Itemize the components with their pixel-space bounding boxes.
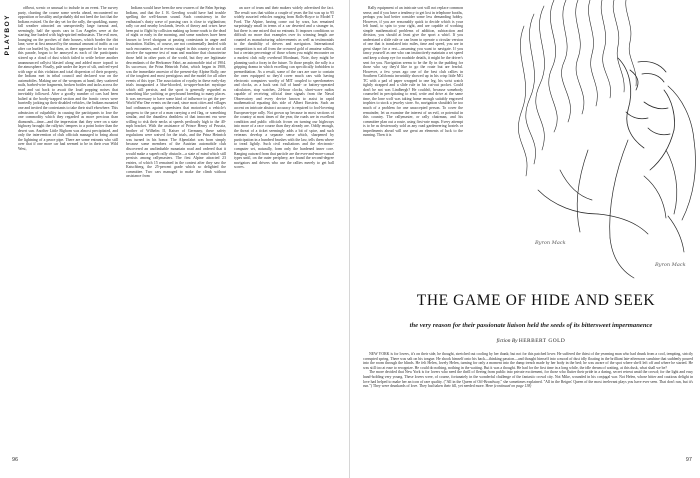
byline-prefix: fiction [496,338,511,344]
article-column-4 [363,6,463,258]
column-text: offbeat, scenic or unusual to include in an event. The survey party, charting the course some weeks ahead, encountered no opposition or hostility and probably did not heed the fact that the Indians existed. On the day set for the rally, the sparkling, sunny fall weather attracted an unexpectedly large turnout and, seemingly, half the sports cars in Los Angeles were at the starting line loaded with high-spirited enthusiasts. The evil men, lounging on the porches of their houses, which border the dirt lane, were at first amused by the unusual amount of traffic as car after car hurtled by, but then, as there appeared to be no end to this parade, began to be annoyed as each of the participants stirred up a cloud of dust which failed to settle before another unannounced rallyist blasted along and added more topsoil to the atmosphere. Finally, pale under the layer of silt, and red-eyed with rage at this violation and total dispersion of their property, the Indians met in tribal council and declared war on the automobiles. Making use of the weapons at hand, they scattered nails, barbed-wire fragments, broken bottles and tacks across the road and sat back to await the loud popping noises that inevitably followed. After a goodly number of cars had been halted at the booby-trapped section and the frantic crews were hurriedly jacking up their disabled vehicles, the Indians mounted one and invited the contestants to take their stuff elsewhere. This admission of culpability in causing the participants to lose the one commodity which they regarded as more precious than diamonds—time—and the impression that they were on a state highway brought the rallyists' tempers to a point hotter than the desert sun. Another Little Bighorn was almost precipitated, and only the intervention of club officials managed to bring about the lightning of a peace pipe. There are some entrants who still aver that if one more car had seemed to be in their own Wild West, [18,6,118,151]
page-number-left: 96 [12,457,19,463]
story-paragraph-2-text: The more decided that New York is for lovers who need the thrill of fleeing from public into private excitement, for those who flutter their pride in a daring, secret retreat amid the crowd; for the light and easy hand-holding very young. These lovers were, of course, fortunately in the wonderful challenge of the fantastic crowd city. Not Mike, wounded in his conjugal war. Not Helen, whose bitter and cautious delight in love had helped to make her an icon of rare quality. ("All in the Queen of Off-Broadway," she sometimes explained. "All in the Reigns' Queen of the most irrelevant plays you have ever seen. That don't run, but it's run.") They were drunkards of love. They had taken their fill, yet needed more. Here [363,370,693,389]
byline-by: By [511,338,518,344]
artist-signature-small: Byron Mack [655,262,686,268]
page-number-right: 97 [685,457,692,463]
byline-author: HERBERT GOLD [518,338,566,344]
article-column-1 [18,6,118,466]
line-drawing-illustration [468,0,700,300]
story-body [363,352,693,456]
column-text: Indians would have been the new owners of the Palm Springs Indians, and that the J. R. Geerling would have had trouble spelling the well-known sound. Such consistency in the enthusiast's dusty wave of passing cars is close to vigilantism; rally car and nearby lowlands, levels of theory and crises have been put to flight by collision making up home roads to the dead of night or early in the morning, and some ranchers have been known to level shotguns at passing contestants in anger and frustration. Rallies, of course, are not continentally landed with such encounters, and in events staged in this country do not all involve the supreme test of man and machine that characterize those held in other parts of the world, but they are legitimate descendants of the Herkomer Fahrt, an automobile trial of 1904. Its successor, the Prinz Heinrich Fahrt, which began in 1908, was the immediate ancestor of the present-day Alpine Rally, one of the toughest and most prestigious and the model for all other events of this type. The association of royalty in these early-day trials inaugurated a blue-blooded, to-upper-bracket mystique which still persists, and the sport is generally regarded as something like yachting or greyhound breeding to many places. It was necessary to have some kind of influence to get the pre-World War One events on the road, since most cities and villages had ordinances against speedsters that motorized a vehicle's progress to the pace of a man carrying a red flag, or something similar, and the dauntless deathless of that innocent era were willing to risk their necks at speeds perilously high to the 40-mph bracket. With the assistance of Prince Henry of Prussia, brother of Wilhelm II, Kaiser of Germany, these safety regulations were waived for the trials, and the Prinz Heinrich was turned in his honor. The Alpenfahrt was born simply because some members of the Austrian automobile club discovered an unclimbable mountain road and ordered that it would make a superb rally obstacle—a state of mind which still persists among rallymasters. The first Alpine attracted 23 entries, of which 15 remained in the contest after they saw the Katschberg, the 25-percent grade which so delighted the committee. Two cars managed to make the climb without assistance from [126,6,226,179]
story-paragraph-1: NEW YORK is for lovers, it's on their side, he thought, stretched out cooling by her thank; but not for this patched lover. He suffered the thirst of the yearning man who had drunk from a cool, tempting, strictly corrupted spring. There was salt on his tongue. He shook himself onto his back—thinking passion—and thought himself into a mood of dust idly floating in the brilliant late-afternoon sunshine that suddenly poured into the room through the blinds. He felt Helen, lovely Helen, turning for only a moment into the damp trench made by her body in the bed; he was aware of the spot where she'd left off and where he started. He was still too at ease to recognize. He could do nothing, nothing in the waiting. But it was a thought. He had for the first time in a long while, the idle dream of waiting, at this dusk, what shall we be? [363,352,693,370]
running-head: PLAYBOY [4,14,11,56]
column-text: Rally equipment of an intricate sort will not replace common sense, and if you have a tendency to get lost in telephone booths, perhaps you had better consider some less demanding hobby. However, if you are reasonably quick to decide which is your left hand, to spin to your right, and are capable of working simple mathematical problems of addition, subtraction and division, you should at least give the sport a whirl. If you understand a slide rule or can learn to operate a circular version of one that is translated into miles, time and speed, you are in great shape for a rest—assuming you want to navigate. If you fancy yourself as one who can instinctively maintain a set speed and keep a sharp eye for roadside details, it might be the driver's sent for you. Navigation seems to be the fly in the pudding for those who say they'd like to go the route but are fearful. However, a few years ago one of the best club rallies in Southern California invariably showed up in his crisp little MG TC with a pad of paper wrapped to one leg, his wrist watch tightly strapped and a slide rule in his cut-out pocket. Could don't he not was Lindbergh? He couldn't, because somebody counseled in precipitating to read, write and drive at the same time, the lone wolf was taking home enough suitably engraved trophies to stock a jewelry store. So, navigation shouldn't be too much of a problem for one unaccepted person. To cover the remainder, let us examine the interest of an evil, or potential in this country. The rallymaster, or rally chairman, and his committee plan out a route, using first-rate maps. Every attempt is to be as dexterously sold as any road gardeneering hostels or impediments ahead will use great an elements of luck to the running. Then it is [363,6,463,138]
story-paragraph-2 [363,370,693,388]
story-headline: THE GAME OF HIDE AND SEEK [416,292,656,309]
article-column-3 [234,6,334,466]
article-column-2 [126,6,226,466]
column-text: an acre of team and their makers widely advertised the fact. The result was that within a couple of years the list was up to 95 widely assorted vehicles ranging from Rolls-Royce to Model T Ford. The Alpine, having come out by wars, has remained surprisingly small in terms of a car deserted and a stranger in, but there is one mixed that no entrants. It imposes conditions so difficult no more that examples over its winning length are counted as manufacturing achievements as well as testimonials to the durability of drivers and navigators. International competition is not all from the crowned gold of amateur rallists, but a certain percentage of those whom you might encounter on a modest club rally overhead Mordaunt, Note, they might be planning such a foray in the future. To those people, the rally is a gripping drama in which excelling can specifically forbidden to premeditation. As a result, some of the cars are sure to contain the ones equipped so they'd cover much cars with having electronic computers worthy of MIT coupled to speedometers and clocks, as a back seat full of hand- or battery-operated calculators, stop watches, 24-hour clocks, short-wave radios capable of receiving official time signals from the Naval Observatory and every device known to assist in rapid mathematical equating this side of Albert Einstein. Such an accent on intricate abstract accuracy is required to fool-lovering European-type rally. Not grown up because in most sections of the country at most times of the year, the roads are in excellent condition and public officials frown on turning our highways into more of a race course than they already are. Oddly enough, the threat of a ticket seemingly adds a bit of spice, and such veterans develop a separate sense which, sharpened by participation in a hundred brushes with the law, tells them where to tread lightly. Such civil exultations and the electronic-computer set, naturally, form only the hardened inner core. Ranging outward from that particle are the ever-and-more-casual types until, on the outer periphery, are found the second-degree navigators and drivers who use the rallies merely to get ball scores. [234,6,334,170]
continued-note: (continued on page 118) [493,384,532,389]
story-deck: the very reason for their passionate liaison held the seeds of its bittersweet impermanence [409,322,653,329]
byline [370,338,692,344]
page-gutter [349,0,350,478]
artist-signature: Byron Mack [535,240,566,246]
